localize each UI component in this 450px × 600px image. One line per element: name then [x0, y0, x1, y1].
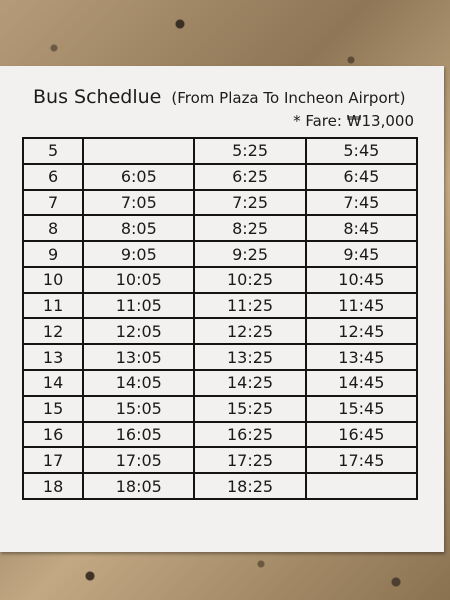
departure-time-cell: 12:05 — [84, 319, 195, 345]
schedule-table — [22, 137, 418, 500]
table-row — [24, 294, 416, 320]
hour-cell: 12 — [24, 319, 84, 345]
departure-time-cell: 11:45 — [307, 294, 416, 320]
table-row — [24, 371, 416, 397]
departure-time-cell: 5:25 — [195, 139, 306, 165]
departure-time-cell: 11:05 — [84, 294, 195, 320]
departure-time-cell: 14:25 — [195, 371, 306, 397]
departure-time-cell: 15:05 — [84, 397, 195, 423]
departure-time-cell: 13:45 — [307, 345, 416, 371]
departure-time-cell: 15:25 — [195, 397, 306, 423]
table-row — [24, 139, 416, 165]
departure-time-cell: 13:25 — [195, 345, 306, 371]
departure-time-cell: 6:05 — [84, 165, 195, 191]
hour-cell: 9 — [24, 242, 84, 268]
hour-cell: 14 — [24, 371, 84, 397]
departure-time-cell: 16:25 — [195, 423, 306, 449]
departure-time-cell: 11:25 — [195, 294, 306, 320]
hour-cell: 6 — [24, 165, 84, 191]
hour-cell: 10 — [24, 268, 84, 294]
departure-time-cell: 8:45 — [307, 216, 416, 242]
table-row — [24, 397, 416, 423]
departure-time-cell: 10:25 — [195, 268, 306, 294]
departure-time-cell: 7:05 — [84, 191, 195, 217]
hour-cell: 15 — [24, 397, 84, 423]
hour-cell: 5 — [24, 139, 84, 165]
departure-time-cell: 6:45 — [307, 165, 416, 191]
departure-time-cell: 12:45 — [307, 319, 416, 345]
hour-cell: 18 — [24, 474, 84, 498]
departure-time-cell: 17:25 — [195, 448, 306, 474]
schedule-title — [33, 86, 406, 108]
fare-note: * Fare: ₩13,000 — [293, 112, 414, 130]
departure-time-cell: 15:45 — [307, 397, 416, 423]
title-text: Bus Schedlue — [33, 86, 162, 108]
table-row — [24, 216, 416, 242]
departure-time-cell: 9:25 — [195, 242, 306, 268]
table-row — [24, 268, 416, 294]
departure-time-cell: 14:45 — [307, 371, 416, 397]
departure-time-cell: 10:05 — [84, 268, 195, 294]
title-subtitle: (From Plaza To Incheon Airport) — [171, 89, 406, 107]
departure-time-cell: 7:25 — [195, 191, 306, 217]
hour-cell: 7 — [24, 191, 84, 217]
table-row — [24, 191, 416, 217]
table-row — [24, 165, 416, 191]
departure-time-cell: 9:45 — [307, 242, 416, 268]
departure-time-cell: 8:05 — [84, 216, 195, 242]
schedule-card — [0, 66, 444, 552]
hour-cell: 8 — [24, 216, 84, 242]
departure-time-cell — [84, 139, 195, 165]
departure-time-cell: 5:45 — [307, 139, 416, 165]
departure-time-cell — [307, 474, 416, 498]
hour-cell: 13 — [24, 345, 84, 371]
hour-cell: 11 — [24, 294, 84, 320]
departure-time-cell: 16:45 — [307, 423, 416, 449]
hour-cell: 16 — [24, 423, 84, 449]
hour-cell: 17 — [24, 448, 84, 474]
departure-time-cell: 14:05 — [84, 371, 195, 397]
departure-time-cell: 8:25 — [195, 216, 306, 242]
departure-time-cell: 9:05 — [84, 242, 195, 268]
departure-time-cell: 7:45 — [307, 191, 416, 217]
departure-time-cell: 6:25 — [195, 165, 306, 191]
departure-time-cell: 12:25 — [195, 319, 306, 345]
departure-time-cell: 17:45 — [307, 448, 416, 474]
departure-time-cell: 16:05 — [84, 423, 195, 449]
departure-time-cell: 17:05 — [84, 448, 195, 474]
table-row — [24, 448, 416, 474]
table-row — [24, 474, 416, 498]
table-row — [24, 423, 416, 449]
departure-time-cell: 18:05 — [84, 474, 195, 498]
departure-time-cell: 13:05 — [84, 345, 195, 371]
table-row — [24, 345, 416, 371]
table-row — [24, 319, 416, 345]
schedule-table-body — [24, 139, 416, 498]
table-row — [24, 242, 416, 268]
departure-time-cell: 18:25 — [195, 474, 306, 498]
departure-time-cell: 10:45 — [307, 268, 416, 294]
